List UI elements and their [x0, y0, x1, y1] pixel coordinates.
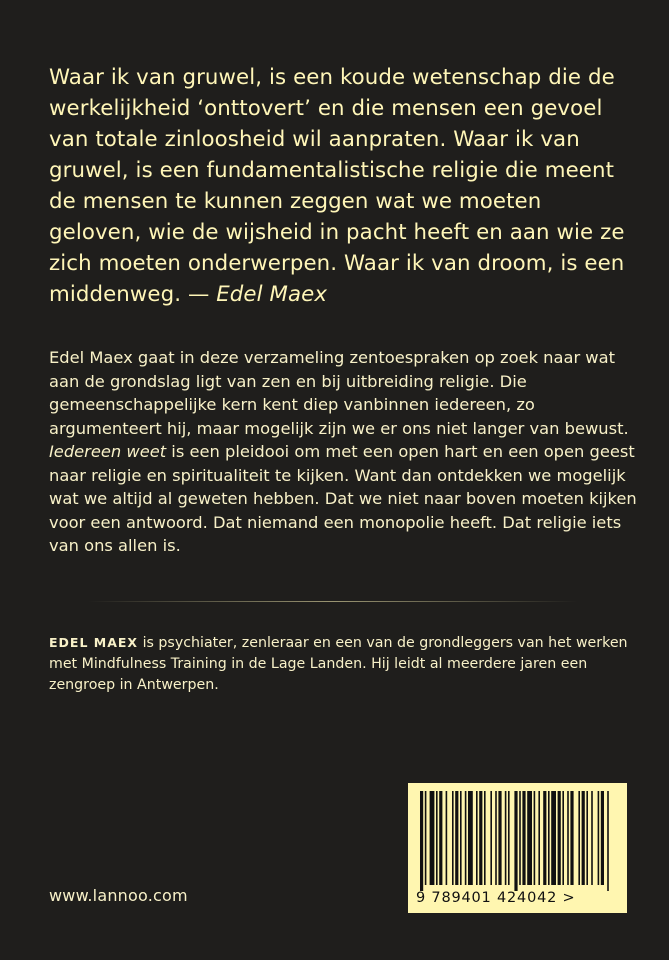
barcode-bar — [425, 791, 427, 885]
barcode-bar — [498, 791, 501, 885]
barcode-bar — [436, 791, 438, 885]
barcode-bar — [578, 791, 580, 885]
barcode-bar — [439, 791, 442, 885]
barcode-bar — [601, 791, 604, 885]
barcode-bar — [582, 791, 585, 885]
barcode-bar — [558, 791, 561, 885]
barcode-bar — [420, 791, 423, 891]
barcode-bar — [522, 791, 525, 885]
barcode-bar — [495, 791, 497, 885]
barcode-bar — [460, 791, 462, 885]
barcode-bar — [534, 791, 536, 885]
author-name: EDEL MAEX — [49, 635, 139, 650]
quote-block — [49, 62, 634, 310]
isbn-barcode — [408, 783, 627, 913]
barcode-bar — [455, 791, 458, 885]
barcode-bar — [598, 791, 600, 885]
barcode-bar — [562, 791, 564, 885]
barcode-bar — [527, 791, 532, 885]
barcode-bar — [567, 791, 569, 885]
barcode-bar — [543, 791, 546, 885]
barcode-bar — [505, 791, 507, 885]
barcode-bar — [452, 791, 454, 885]
quote-author: Edel Maex — [216, 282, 328, 307]
description-part-1: Edel Maex gaat in deze verzameling zentoespraken op zoek naar wat aan de grondslag ligt van zen en bij uitbreiding religie. Die gemeenschappelijke kern kent diep vanbinnen iedereen, zo argumenteert hij, maar mogelijk zijn we er ons niet langer van bewust. — [49, 348, 629, 438]
barcode-bar — [490, 791, 492, 885]
barcode-bar — [465, 791, 467, 885]
author-bio-text: is psychiater, zenleraar en een van de grondleggers van het werken met Mindfulness Training in de Lage Landen. Hij leidt al meerdere jaren een zengroep in Antwerpen. — [49, 635, 628, 693]
divider-line — [88, 601, 578, 602]
publisher-website: www.lannoo.com — [49, 886, 188, 905]
barcode-bar — [508, 791, 510, 885]
author-bio — [49, 632, 639, 696]
barcode-bar — [551, 791, 556, 885]
description-part-2: is een pleidooi om met een open hart en een open geest naar religie en spiritualiteit te kijken. Want dan ontdekken we mogelijk wat we altijd al geweten hebben. Dat we niet naar boven moeten kijken voor een antwoord. Dat niemand een monopolie heeft. Dat religie iets van ons allen is. — [49, 442, 637, 555]
barcode-bar — [446, 791, 448, 885]
quote-text: Waar ik van gruwel, is een koude wetenschap die de werkelijkheid ‘onttovert’ en die mensen een gevoel van totale zinloosheid wil aanpraten. Waar ik van gruwel, is een fundamentalistische religie die meent de mensen te kunnen zeggen wat we moeten geloven, wie de wijsheid in pacht heeft en aan wie ze zich moeten onderwerpen. Waar ik van droom, is een middenweg. — — [49, 65, 625, 307]
barcode-bar — [607, 791, 609, 891]
barcode-bar — [484, 791, 486, 885]
barcode-bar — [519, 791, 521, 885]
barcode-bar — [548, 791, 550, 885]
barcode-bar — [479, 791, 482, 885]
barcode-bar — [586, 791, 588, 885]
barcode-bar — [468, 791, 473, 885]
isbn-number: 9 789401 424042 > — [416, 890, 576, 906]
barcode-bar — [591, 791, 593, 885]
barcode-bar — [538, 791, 540, 885]
barcode-bar — [514, 791, 517, 891]
book-title-italic: Iedereen weet — [49, 442, 167, 461]
book-description — [49, 346, 639, 558]
barcode-bar — [476, 791, 478, 885]
barcode-bar — [430, 791, 435, 885]
barcode-bar — [570, 791, 573, 885]
